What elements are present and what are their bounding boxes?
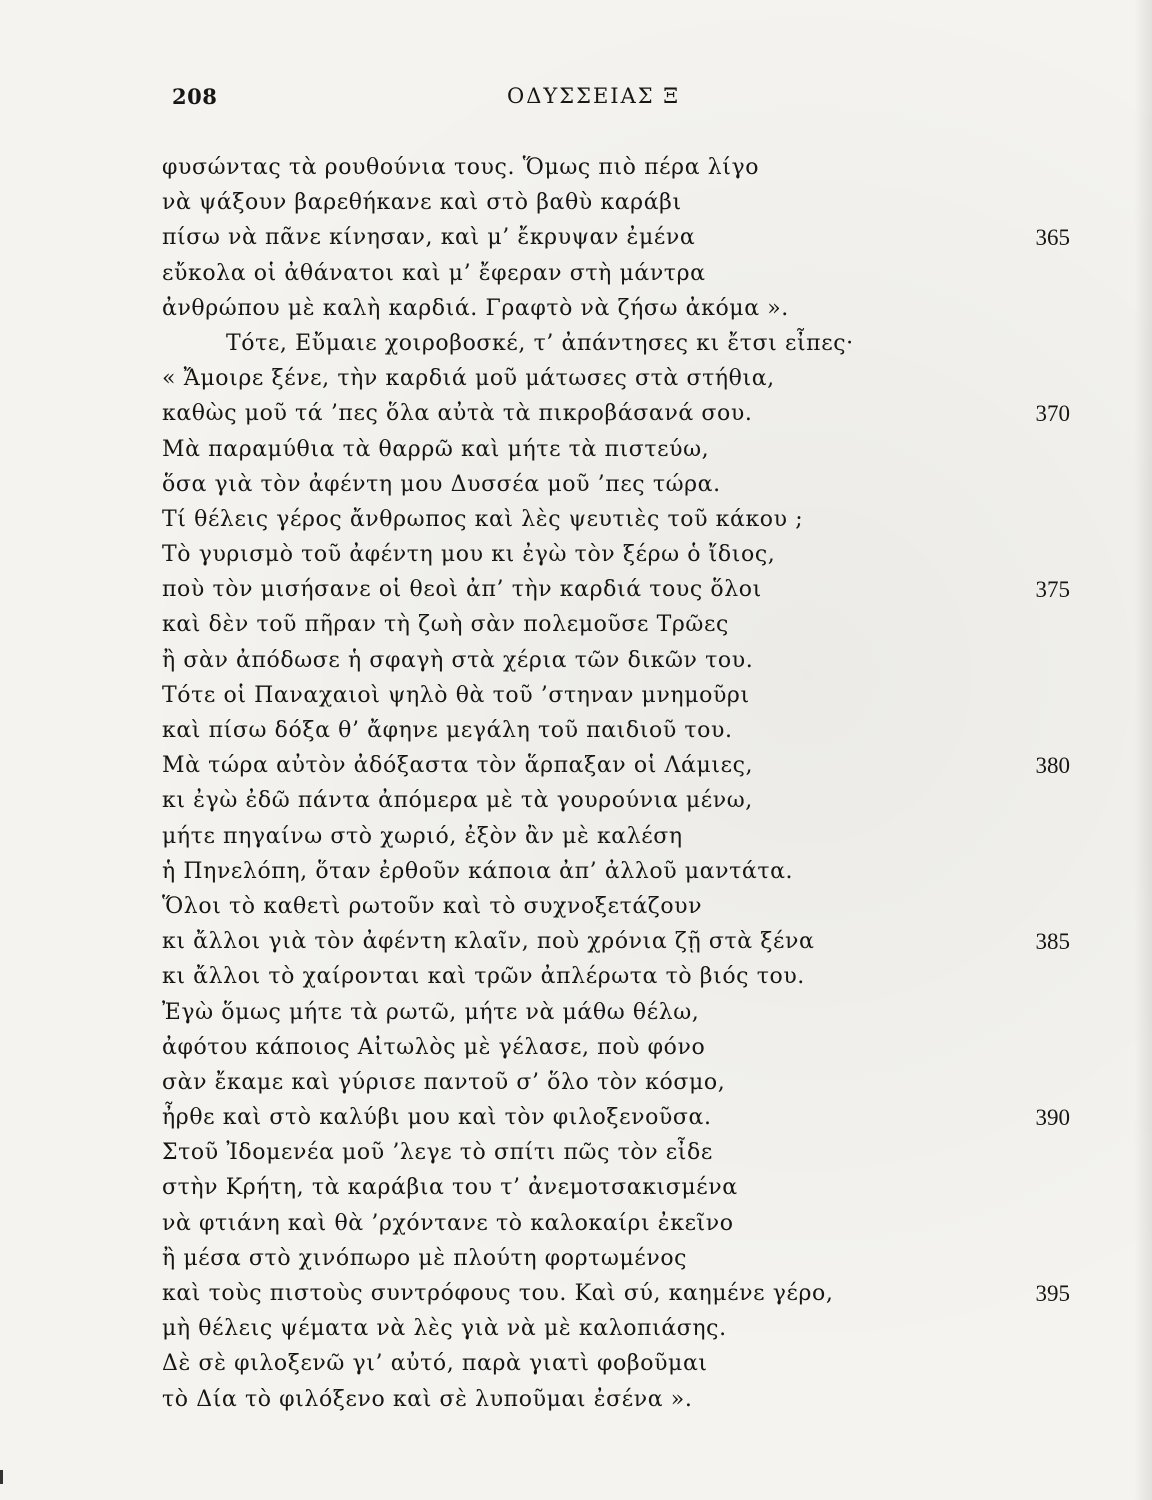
verse-line	[0, 1276, 1152, 1311]
verse-line	[0, 783, 1152, 818]
verse-text: μὴ θέλεις ψέματα νὰ λὲς γιὰ νὰ μὲ καλοπιάσης.	[162, 1316, 727, 1342]
verse-line	[0, 1311, 1152, 1346]
verse-text: Τότε οἱ Παναχαιοὶ ψηλὸ θὰ τοῦ ’στηναν μνημοῦρι	[162, 682, 750, 708]
verse-text: μήτε πηγαίνω στὸ χωριό, ἐξὸν ἂν μὲ καλέση	[162, 823, 683, 849]
line-number: 375	[1035, 577, 1070, 603]
verse-text: καὶ τοὺς πιστοὺς συντρόφους του. Καὶ σύ, καημένε γέρο,	[162, 1281, 834, 1306]
verse-text: Τί θέλεις γέρος ἄνθρωπος καὶ λὲς ψευτιὲς τοῦ κάκου ;	[162, 506, 804, 532]
verse-text: ἢ σὰν ἀπόδωσε ἡ σφαγὴ στὰ χέρια τῶν δικῶν του.	[162, 647, 754, 673]
verse-line	[0, 995, 1152, 1030]
verse-text: ἀφότου κάποιος Αἰτωλὸς μὲ γέλασε, ποὺ φόνο	[162, 1034, 706, 1060]
verse-text: νὰ φτιάνη καὶ θὰ ’ρχόντανε τὸ καλοκαίρι ἐκεῖνο	[162, 1210, 734, 1236]
verse-line	[0, 502, 1152, 537]
verse-text: ὅσα γιὰ τὸν ἀφέντη μου Δυσσέα μοῦ ’πες τώρα.	[162, 471, 721, 497]
verse-line	[0, 1241, 1152, 1276]
verse-line	[0, 1170, 1152, 1205]
line-number: 395	[1035, 1281, 1070, 1306]
verse-line	[0, 537, 1152, 572]
verse-line	[0, 854, 1152, 889]
verse-text: Μὰ τώρα αὐτὸν ἀδόξαστα τὸν ἅρπαξαν οἱ Λάμιες,	[162, 753, 754, 779]
verse-text: ἡ Πηνελόπη, ὅταν ἐρθοῦν κάποια ἀπ’ ἀλλοῦ μαντάτα.	[162, 858, 794, 884]
verse-line	[0, 396, 1152, 431]
line-number: 385	[1035, 929, 1070, 955]
verse-line	[0, 678, 1152, 713]
verse-text: κι ἄλλοι γιὰ τὸν ἀφέντη κλαῖν, ποὺ χρόνια ζῇ στὰ ξένα	[162, 929, 815, 955]
verse-line	[0, 1030, 1152, 1065]
verse-line	[0, 1206, 1152, 1241]
verse-line	[0, 150, 1152, 185]
verse-line	[0, 572, 1152, 607]
verse-text: εὔκολα οἱ ἀθάνατοι καὶ μ’ ἔφεραν στὴ μάντρα	[162, 260, 706, 286]
verse-text: σὰν ἔκαμε καὶ γύρισε παντοῦ σ’ ὅλο τὸν κόσμο,	[162, 1069, 726, 1095]
verse-line	[0, 185, 1152, 220]
running-title: ΟΔΥΣΣΕΙΑΣ Ξ	[507, 84, 681, 108]
verse-text: Τὸ γυρισμὸ τοῦ ἀφέντη μου κι ἐγὼ τὸν ξέρω ὁ ἴδιος,	[162, 542, 776, 568]
line-number: 365	[1035, 225, 1070, 251]
line-number: 380	[1035, 753, 1070, 779]
verse-text: Ἐγὼ ὅμως μήτε τὰ ρωτῶ, μήτε νὰ μάθω θέλω,	[162, 999, 700, 1025]
verse-text: Τότε, Εὔμαιε χοιροβοσκέ, τ’ ἀπάντησες κι ἔτσι εἶπες·	[226, 330, 854, 356]
verse-text: καὶ πίσω δόξα θ’ ἄφηνε μεγάλη τοῦ παιδιοῦ του.	[162, 718, 733, 743]
verse-line	[0, 291, 1152, 326]
line-number: 370	[1035, 401, 1070, 427]
verse-text: Μὰ παραμύθια τὰ θαρρῶ καὶ μήτε τὰ πιστεύω,	[162, 436, 710, 462]
verse-line	[0, 819, 1152, 854]
verse-text: φυσώντας τὰ ρουθούνια τους. Ὅμως πιὸ πέρα λίγο	[162, 155, 760, 180]
verse-line	[0, 959, 1152, 994]
verse-text: πίσω νὰ πᾶνε κίνησαν, καὶ μ’ ἔκρυψαν ἐμένα	[162, 225, 696, 251]
verse-line	[0, 643, 1152, 678]
page-number: 208	[172, 84, 218, 109]
verse-text: καθὼς μοῦ τά ’πες ὅλα αὐτὰ τὰ πικροβάσανά σου.	[162, 401, 753, 427]
verse-text: ποὺ τὸν μισήσανε οἱ θεοὶ ἀπ’ τὴν καρδιά τους ὅλοι	[162, 577, 762, 603]
verse-text: ἢ μέσα στὸ χινόπωρο μὲ πλούτη φορτωμένος	[162, 1245, 688, 1271]
verse-line	[0, 1382, 1152, 1417]
verse-text: Δὲ σὲ φιλοξενῶ γι’ αὐτό, παρὰ γιατὶ φοβοῦμαι	[162, 1351, 708, 1377]
verse-line	[0, 326, 1152, 361]
verse-line	[0, 924, 1152, 959]
verse-text: στὴν Κρήτη, τὰ καράβια του τ’ ἀνεμοτσακισμένα	[162, 1175, 738, 1201]
page-header	[172, 84, 732, 114]
verse-text: τὸ Δία τὸ φιλόξενο καὶ σὲ λυποῦμαι ἐσένα ».	[162, 1386, 693, 1412]
verse-text: κι ἐγὼ ἐδῶ πάντα ἀπόμερα μὲ τὰ γουρούνια μένω,	[162, 788, 753, 814]
verse-block	[0, 150, 1152, 1417]
verse-line	[0, 1346, 1152, 1381]
verse-text: ἀνθρώπου μὲ καλὴ καρδιά. Γραφτὸ νὰ ζήσω ἀκόμα ».	[162, 295, 789, 321]
verse-text: « Ἄμοιρε ξένε, τὴν καρδιά μοῦ μάτωσες στὰ στήθια,	[162, 366, 775, 392]
edge-mark	[0, 1470, 3, 1484]
verse-line	[0, 1135, 1152, 1170]
verse-line	[0, 889, 1152, 924]
verse-line	[0, 607, 1152, 642]
verse-line	[0, 256, 1152, 291]
verse-line	[0, 432, 1152, 467]
verse-line	[0, 713, 1152, 748]
verse-line	[0, 1065, 1152, 1100]
verse-line	[0, 467, 1152, 502]
verse-text: ἦρθε καὶ στὸ καλύβι μου καὶ τὸν φιλοξενοῦσα.	[162, 1105, 712, 1131]
verse-text: Στοῦ Ἰδομενέα μοῦ ’λεγε τὸ σπίτι πῶς τὸν εἶδε	[162, 1140, 713, 1166]
verse-line	[0, 220, 1152, 255]
verse-line	[0, 1100, 1152, 1135]
verse-line	[0, 361, 1152, 396]
verse-line	[0, 748, 1152, 783]
verse-text: καὶ δὲν τοῦ πῆραν τὴ ζωὴ σὰν πολεμοῦσε Τρῶες	[162, 612, 729, 638]
line-number: 390	[1035, 1105, 1070, 1131]
verse-text: κι ἄλλοι τὸ χαίρονται καὶ τρῶν ἀπλέρωτα τὸ βιός του.	[162, 964, 805, 990]
verse-text: Ὅλοι τὸ καθετὶ ρωτοῦν καὶ τὸ συχνοξετάζουν	[162, 893, 703, 919]
verse-text: νὰ ψάξουν βαρεθήκανε καὶ στὸ βαθὺ καράβι	[162, 190, 682, 216]
